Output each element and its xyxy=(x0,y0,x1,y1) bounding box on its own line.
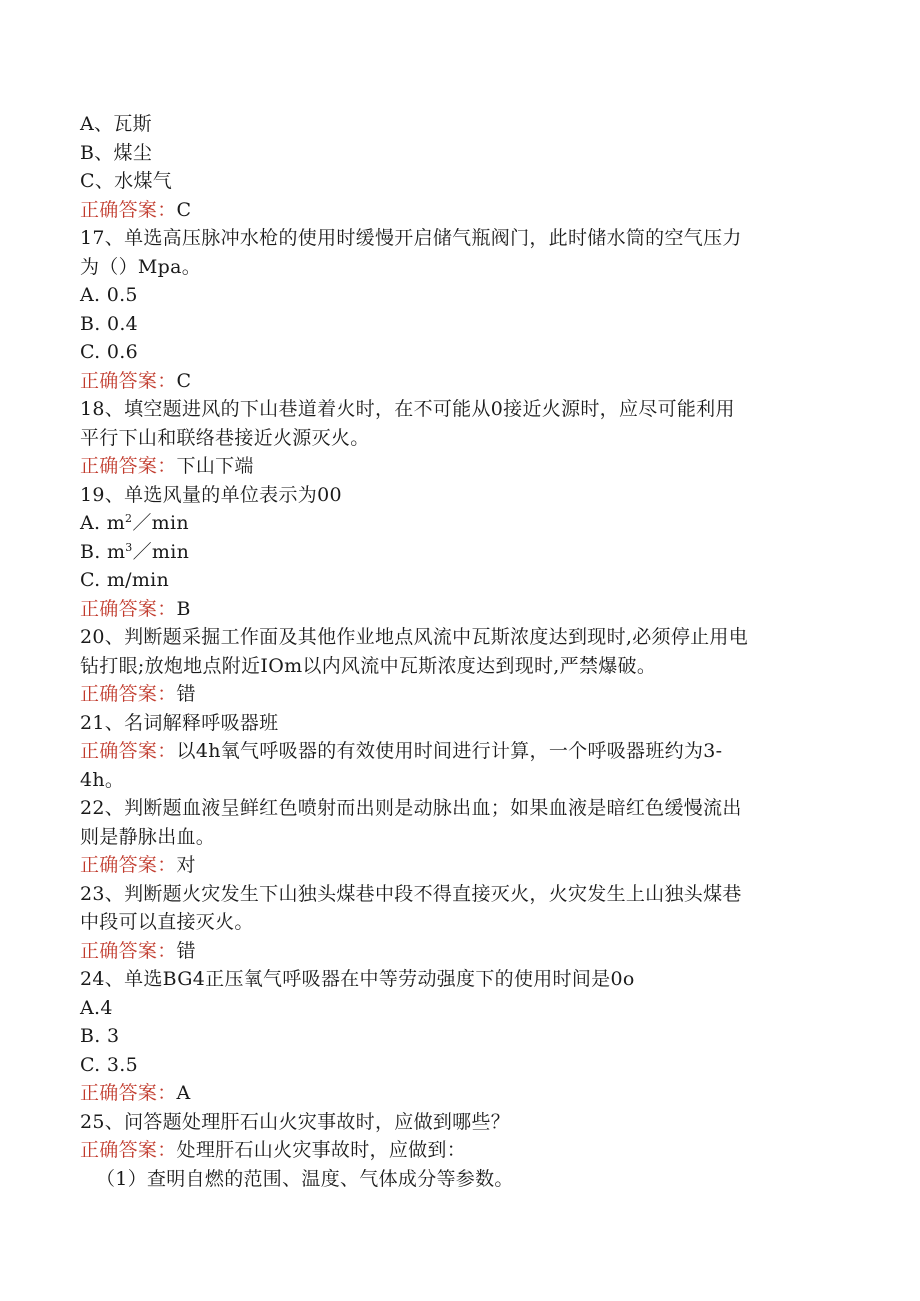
option-b xyxy=(80,538,840,567)
answer-label: 正确答案： xyxy=(80,683,177,705)
question-20-line-1: 20、判断题采掘工作面及其他作业地点风流中瓦斯浓度达到现时,必须停止用电 xyxy=(80,626,749,648)
answer-value: C xyxy=(176,198,192,221)
option-unit: ／min xyxy=(132,540,190,563)
question-24: 24、单选BG4正压氧气呼吸器在中等劳动强度下的使用时间是0o xyxy=(80,968,635,990)
answer-20 xyxy=(80,680,840,709)
option-c: C、水煤气 xyxy=(80,170,173,192)
question-19: 19、单选风量的单位表示为00 xyxy=(80,483,342,506)
answer-value: 以4h氧气呼吸器的有效使用时间进行计算，一个呼吸器班约为3- xyxy=(176,740,723,762)
superscript: 3 xyxy=(125,540,133,554)
question-20-line-2: 钻打眼;放炮地点附近IOm以内风流中瓦斯浓度达到现时,严禁爆破。 xyxy=(80,654,657,677)
answer-value: B xyxy=(176,597,191,620)
option-b: B. 0.4 xyxy=(80,312,139,335)
answer-value: A xyxy=(176,1082,191,1104)
answer-value: C xyxy=(176,369,192,392)
answer-label: 正确答案： xyxy=(80,455,177,477)
answer-24 xyxy=(80,1079,840,1108)
question-18-line-2: 平行下山和联络巷接近火源灭火。 xyxy=(80,426,370,449)
answer-label: 正确答案： xyxy=(80,740,177,762)
answer-label: 正确答案： xyxy=(80,597,177,620)
option-b: B、煤尘 xyxy=(80,141,153,164)
answer-label: 正确答案： xyxy=(80,1082,177,1104)
option-a: A.4 xyxy=(80,996,113,1019)
question-21: 21、名词解释呼吸器班 xyxy=(80,711,279,734)
superscript: 2 xyxy=(125,512,133,525)
question-23-line-1: 23、判断题火灾发生下山独头煤巷中段不得直接灭火，火灾发生上山独头煤巷 xyxy=(80,882,742,905)
option-a: A. 0.5 xyxy=(80,284,138,306)
answer-18 xyxy=(80,452,840,481)
option-a: A、瓦斯 xyxy=(80,113,152,135)
option-b: B. 3 xyxy=(80,1025,120,1047)
question-22-line-2: 则是静脉出血。 xyxy=(80,825,216,848)
answer-25-item-1: （1）查明自燃的范围、温度、气体成分等参数。 xyxy=(96,1167,514,1190)
document-page xyxy=(80,110,840,1193)
answer-label: 正确答案： xyxy=(80,1139,177,1161)
answer-23 xyxy=(80,937,840,966)
answer-19 xyxy=(80,595,840,624)
answer-label: 正确答案： xyxy=(80,198,177,221)
question-23-line-2: 中段可以直接灭火。 xyxy=(80,911,254,933)
answer-16 xyxy=(80,196,840,225)
option-c: C. m/min xyxy=(80,569,170,591)
answer-label: 正确答案： xyxy=(80,939,177,962)
question-18-line-1: 18、填空题进风的下山巷道着火时，在不可能从0接近火源时，应尽可能利用 xyxy=(80,398,735,420)
answer-value: 对 xyxy=(176,854,196,876)
question-17-line-1: 17、单选高压脉冲水枪的使用时缓慢开启储气瓶阀门，此时储水筒的空气压力 xyxy=(80,227,742,249)
question-17-line-2: 为（）Mpa。 xyxy=(80,255,202,278)
answer-22 xyxy=(80,851,840,880)
answer-21-line-2: 4h。 xyxy=(80,768,125,791)
question-22-line-1: 22、判断题血液呈鲜红色喷射而出则是动脉出血；如果血液是暗红色缓慢流出 xyxy=(80,797,742,819)
answer-value: 下山下端 xyxy=(176,455,254,477)
answer-17 xyxy=(80,367,840,396)
option-text: B. m xyxy=(80,540,126,563)
option-a xyxy=(80,509,840,538)
answer-value: 错 xyxy=(176,683,196,705)
answer-25 xyxy=(80,1136,840,1165)
question-25: 25、问答题处理肝石山火灾事故时，应做到哪些？ xyxy=(80,1110,511,1133)
option-c: C. 3.5 xyxy=(80,1053,138,1076)
answer-value: 处理肝石山火灾事故时，应做到： xyxy=(176,1139,467,1161)
option-text: A. m xyxy=(80,512,126,534)
answer-label: 正确答案： xyxy=(80,854,177,876)
answer-21-line-1 xyxy=(80,737,840,766)
option-unit: ／min xyxy=(132,512,189,534)
answer-label: 正确答案： xyxy=(80,369,177,392)
option-c: C. 0.6 xyxy=(80,341,138,363)
answer-value: 错 xyxy=(176,939,196,962)
